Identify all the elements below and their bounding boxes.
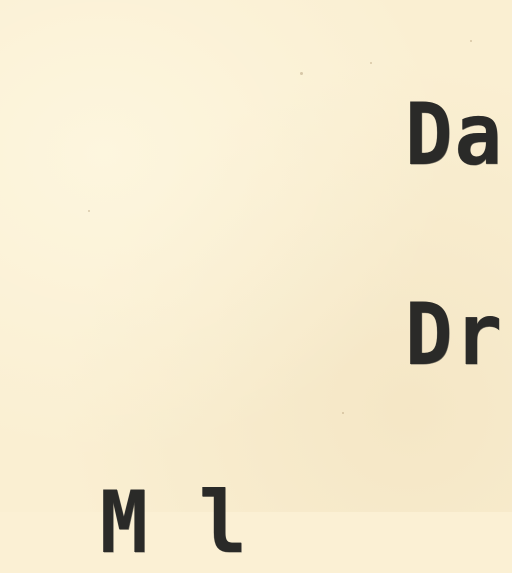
paper-speck (370, 62, 372, 64)
paper-speck (470, 40, 472, 42)
typed-text-line-1: Da (405, 85, 504, 185)
typed-text-line-2: Dr (405, 285, 504, 385)
typed-text-line-3-partial: M l (100, 473, 249, 573)
paper-speck (88, 210, 90, 212)
paper-speck (300, 72, 303, 75)
paper-speck (342, 412, 344, 414)
